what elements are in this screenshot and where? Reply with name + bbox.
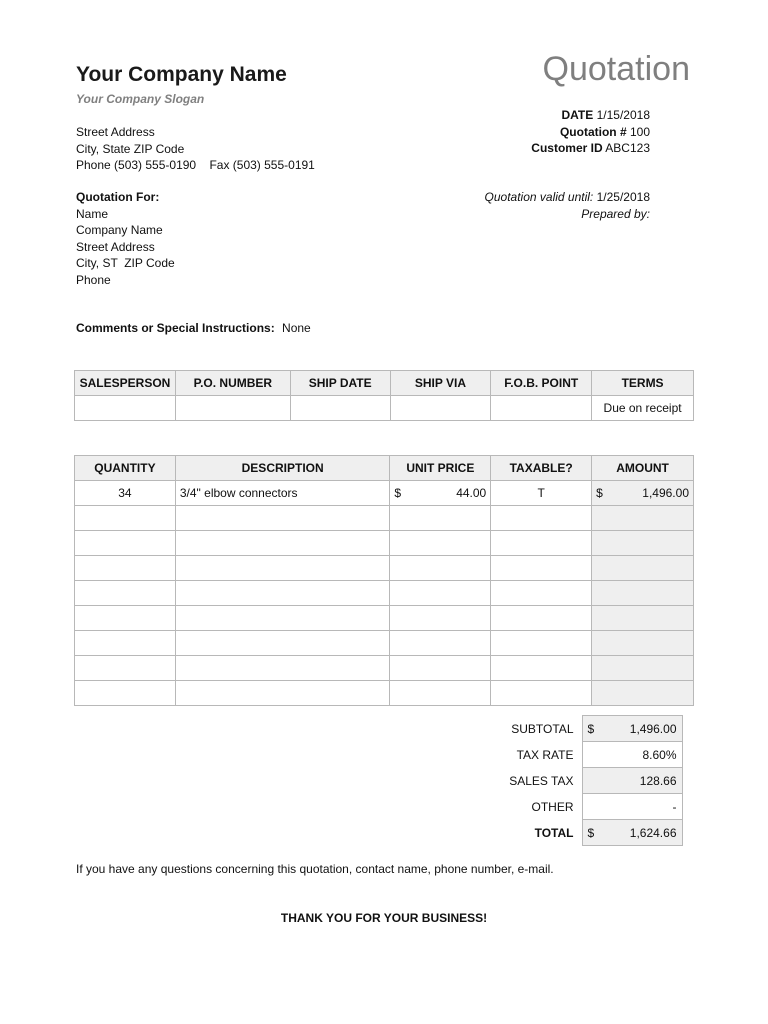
empty-cell[interactable]	[175, 556, 390, 581]
currency-symbol: $	[587, 825, 595, 840]
date-label: DATE	[561, 108, 594, 122]
company-phone: Phone (503) 555-0190	[76, 158, 197, 172]
empty-amount-cell	[592, 656, 694, 681]
shipping-table	[74, 370, 694, 421]
header-terms: TERMS	[592, 371, 694, 396]
date-row	[531, 107, 650, 124]
amount-value: 1,496.00	[642, 486, 689, 500]
empty-cell[interactable]	[75, 581, 176, 606]
item-row-empty	[75, 506, 694, 531]
empty-cell[interactable]	[390, 506, 491, 531]
items-header-row	[75, 456, 694, 481]
document-title: Quotation	[542, 50, 690, 88]
total-amount: 1,624.66	[629, 825, 677, 840]
empty-cell[interactable]	[175, 681, 390, 706]
client-street: Street Address	[76, 239, 155, 254]
empty-cell[interactable]	[175, 506, 390, 531]
fob-point-cell[interactable]	[491, 396, 592, 421]
empty-cell[interactable]	[75, 531, 176, 556]
client-company: Company Name	[76, 223, 163, 237]
empty-cell[interactable]	[491, 681, 592, 706]
items-table	[74, 455, 694, 706]
item-row-empty	[75, 556, 694, 581]
other-value[interactable]: -	[582, 794, 682, 820]
sales-tax-label: SALES TAX	[509, 773, 574, 788]
quotation-for	[76, 189, 175, 288]
empty-cell[interactable]	[390, 556, 491, 581]
validity-block	[485, 189, 650, 222]
customer-id-row	[531, 140, 650, 157]
item-row-empty	[75, 681, 694, 706]
empty-cell[interactable]	[175, 606, 390, 631]
empty-cell[interactable]	[390, 681, 491, 706]
empty-cell[interactable]	[491, 506, 592, 531]
footer-note: If you have any questions concerning this quotation, contact name, phone number, e-mail.	[76, 862, 554, 876]
sales-tax-value: 128.66	[582, 768, 682, 794]
empty-cell[interactable]	[75, 656, 176, 681]
empty-cell[interactable]	[75, 606, 176, 631]
empty-cell[interactable]	[491, 581, 592, 606]
company-address	[76, 124, 315, 174]
item-row-empty	[75, 531, 694, 556]
ship-date-cell[interactable]	[290, 396, 390, 421]
tax-rate-label: TAX RATE	[516, 747, 574, 762]
comments-label: Comments or Special Instructions:	[76, 321, 275, 335]
header-fob-point: F.O.B. POINT	[491, 371, 592, 396]
shipping-header-row	[75, 371, 694, 396]
item-unit-price[interactable]	[390, 481, 491, 506]
item-row-empty	[75, 656, 694, 681]
shipping-value-row	[75, 396, 694, 421]
empty-cell[interactable]	[175, 531, 390, 556]
client-name: Name	[76, 206, 109, 221]
terms-cell[interactable]: Due on receipt	[592, 396, 694, 421]
empty-cell[interactable]	[491, 631, 592, 656]
empty-amount-cell	[592, 631, 694, 656]
tax-rate-row	[500, 742, 682, 768]
thank-you-message: THANK YOU FOR YOUR BUSINESS!	[280, 911, 488, 925]
currency-symbol: $	[587, 721, 595, 736]
total-value	[582, 820, 682, 846]
company-slogan: Your Company Slogan	[76, 92, 205, 106]
comments-value: None	[282, 321, 311, 335]
header-description: DESCRIPTION	[175, 456, 390, 481]
item-row-empty	[75, 581, 694, 606]
empty-cell[interactable]	[175, 581, 390, 606]
header-amount: AMOUNT	[592, 456, 694, 481]
company-contact	[76, 157, 315, 174]
header-ship-via: SHIP VIA	[390, 371, 491, 396]
quote-number-label: Quotation #	[559, 124, 627, 139]
empty-amount-cell	[592, 581, 694, 606]
empty-cell[interactable]	[75, 631, 176, 656]
header-po-number: P.O. NUMBER	[175, 371, 290, 396]
empty-amount-cell	[592, 531, 694, 556]
item-description[interactable]: 3/4" elbow connectors	[175, 481, 390, 506]
empty-cell[interactable]	[491, 556, 592, 581]
other-label: OTHER	[531, 799, 574, 814]
date-value: 1/15/2018	[596, 108, 650, 122]
subtotal-row	[500, 716, 682, 742]
quotation-for-heading: Quotation For:	[76, 190, 160, 204]
po-number-cell[interactable]	[175, 396, 290, 421]
ship-via-cell[interactable]	[390, 396, 491, 421]
tax-rate-value[interactable]: 8.60%	[582, 742, 682, 768]
currency-symbol: $	[596, 486, 603, 500]
quote-number-value: 100	[629, 124, 650, 139]
unit-price-value: 44.00	[456, 486, 487, 500]
empty-cell[interactable]	[491, 656, 592, 681]
company-city: City, State ZIP Code	[76, 141, 185, 156]
valid-until-label: Quotation valid until:	[484, 190, 594, 204]
item-quantity[interactable]: 34	[75, 481, 176, 506]
customer-id-value: ABC123	[605, 141, 650, 155]
empty-cell[interactable]	[390, 631, 491, 656]
subtotal-amount: 1,496.00	[629, 721, 677, 736]
empty-cell[interactable]	[75, 556, 176, 581]
total-row	[500, 820, 682, 846]
item-row-empty	[75, 631, 694, 656]
company-name: Your Company Name	[76, 63, 287, 86]
item-row-empty	[75, 606, 694, 631]
client-city: City, ST ZIP Code	[76, 256, 175, 270]
header-taxable: TAXABLE?	[491, 456, 592, 481]
item-amount	[592, 481, 694, 506]
empty-cell[interactable]	[390, 656, 491, 681]
quote-meta	[531, 107, 650, 157]
header-ship-date: SHIP DATE	[290, 371, 390, 396]
salesperson-cell[interactable]	[75, 396, 176, 421]
header-quantity: QUANTITY	[75, 456, 176, 481]
company-street: Street Address	[76, 125, 155, 139]
empty-cell[interactable]	[390, 606, 491, 631]
empty-amount-cell	[592, 506, 694, 531]
subtotal-value	[582, 716, 682, 742]
empty-cell[interactable]	[491, 606, 592, 631]
header-unit-price: UNIT PRICE	[390, 456, 491, 481]
empty-cell[interactable]	[175, 656, 390, 681]
client-phone: Phone	[76, 272, 111, 287]
quote-number-row	[531, 124, 650, 141]
empty-cell[interactable]	[175, 631, 390, 656]
comments	[76, 321, 311, 335]
empty-cell[interactable]	[390, 531, 491, 556]
empty-cell[interactable]	[491, 531, 592, 556]
item-taxable[interactable]: T	[491, 481, 592, 506]
other-row	[500, 794, 682, 820]
item-row	[75, 481, 694, 506]
totals-table	[500, 715, 683, 846]
total-label: TOTAL	[534, 825, 574, 840]
subtotal-label: SUBTOTAL	[511, 721, 574, 736]
company-fax: Fax (503) 555-0191	[209, 158, 315, 172]
prepared-by-label: Prepared by:	[581, 206, 650, 221]
valid-until-value: 1/25/2018	[596, 190, 650, 204]
empty-cell[interactable]	[75, 681, 176, 706]
customer-id-label: Customer ID	[531, 141, 603, 155]
empty-cell[interactable]	[390, 581, 491, 606]
empty-amount-cell	[592, 556, 694, 581]
currency-symbol: $	[394, 486, 402, 500]
prepared-by-row	[485, 206, 650, 223]
empty-amount-cell	[592, 681, 694, 706]
empty-cell[interactable]	[75, 506, 176, 531]
sales-tax-row	[500, 768, 682, 794]
header-salesperson: SALESPERSON	[75, 371, 176, 396]
empty-amount-cell	[592, 606, 694, 631]
valid-until-row	[485, 189, 650, 206]
